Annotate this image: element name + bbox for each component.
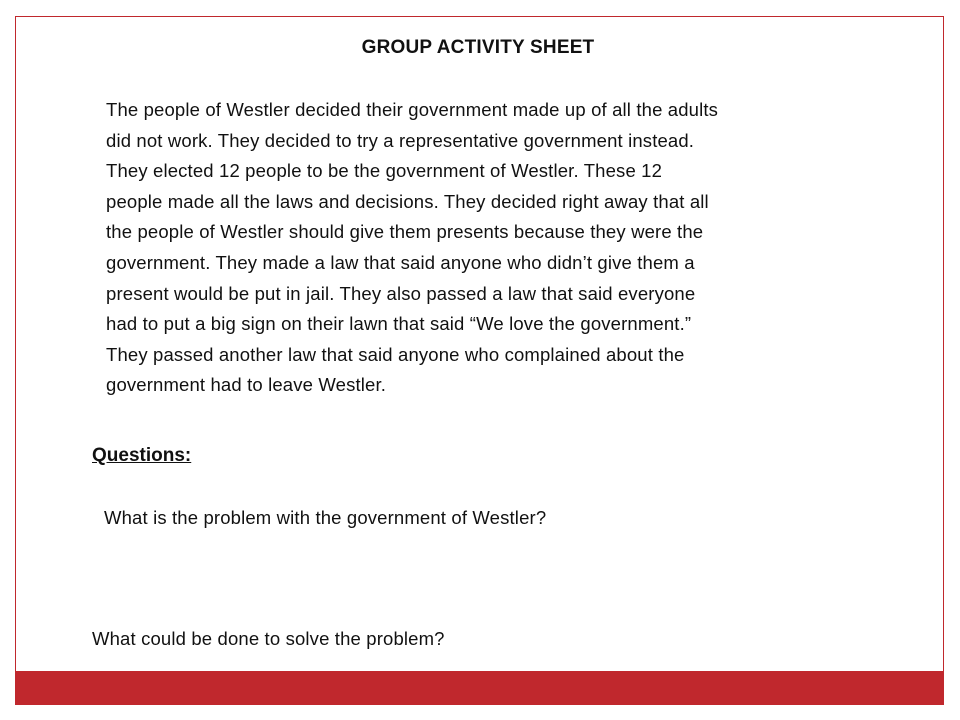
- bottom-accent-bar: [15, 671, 944, 705]
- story-line: present would be put in jail. They also passed a law that said everyone: [106, 282, 696, 304]
- question-1: What is the problem with the government of Westler?: [104, 507, 547, 528]
- story-line: The people of Westler decided their government made up of all the adults: [106, 99, 719, 120]
- story-line: government had to leave Westler.: [106, 374, 387, 396]
- story-line: the people of Westler should give them presents because they were the: [106, 221, 704, 243]
- story-line: people made all the laws and decisions. They decided right away that all: [106, 190, 709, 212]
- story-line: They passed another law that said anyone who complained about the: [106, 343, 685, 365]
- story-line: They elected 12 people to be the government of Westler. These 12: [106, 160, 663, 182]
- question-2: What could be done to solve the problem?: [92, 628, 445, 649]
- story-paragraph: [106, 95, 886, 401]
- questions-heading: Questions:: [92, 445, 192, 466]
- story-line: government. They made a law that said anyone who didn’t give them a: [106, 251, 695, 273]
- story-line: did not work. They decided to try a representative government instead.: [106, 129, 695, 151]
- sheet-title: GROUP ACTIVITY SHEET: [361, 37, 595, 58]
- story-line: had to put a big sign on their lawn that said “We love the government.”: [106, 313, 692, 335]
